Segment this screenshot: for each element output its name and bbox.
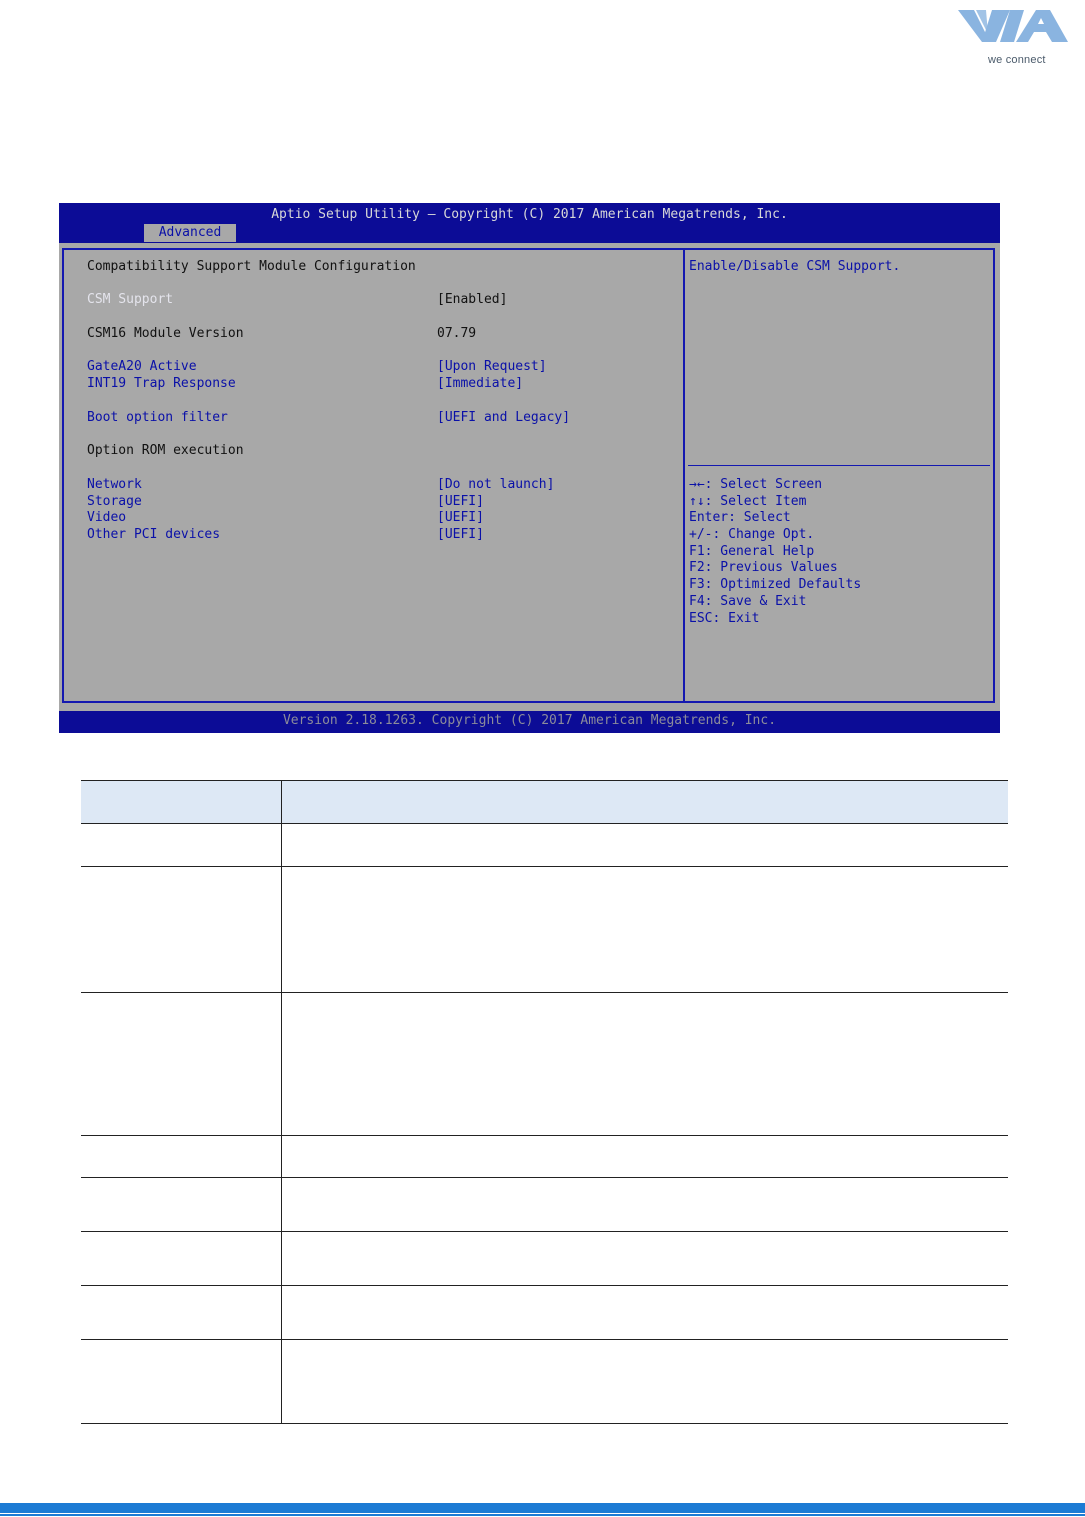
- network-label[interactable]: Network: [87, 477, 142, 492]
- table-row: [81, 867, 1008, 993]
- table-row: [81, 824, 1008, 867]
- bios-help-separator: [688, 465, 990, 466]
- table-row: [81, 1286, 1008, 1340]
- csm16-version-value: 07.79: [437, 326, 477, 341]
- bios-title: Aptio Setup Utility – Copyright (C) 2017 American Megatrends, Inc.: [271, 207, 788, 222]
- help-text: Enable/Disable CSM Support.: [689, 259, 901, 274]
- table-row: [81, 993, 1008, 1136]
- other-pci-label[interactable]: Other PCI devices: [87, 527, 221, 542]
- via-logo-mark: [952, 4, 1072, 56]
- video-label[interactable]: Video: [87, 510, 127, 525]
- key-help-f4: F4: Save & Exit: [689, 594, 807, 609]
- key-help-enter: Enter: Select: [689, 510, 791, 525]
- section-title: Compatibility Support Module Configuration: [87, 259, 416, 274]
- page-footer-bar: [0, 1503, 1085, 1513]
- table-header-row: [81, 781, 1008, 824]
- video-value[interactable]: [UEFI]: [437, 510, 484, 525]
- table-row: [81, 1178, 1008, 1232]
- key-help-select-screen: →←: Select Screen: [689, 477, 823, 492]
- gatea20-value[interactable]: [Upon Request]: [437, 359, 547, 374]
- boot-filter-value[interactable]: [UEFI and Legacy]: [437, 410, 571, 425]
- key-help-esc: ESC: Exit: [689, 611, 760, 626]
- bios-screenshot: [59, 203, 1000, 733]
- logo-tagline: we connect: [988, 54, 1046, 66]
- via-logo: [952, 4, 1072, 66]
- network-value[interactable]: [Do not launch]: [437, 477, 555, 492]
- bios-panel-divider: [683, 248, 685, 703]
- bios-footer: Version 2.18.1263. Copyright (C) 2017 American Megatrends, Inc.: [282, 713, 777, 728]
- int19-label[interactable]: INT19 Trap Response: [87, 376, 236, 391]
- key-help-select-item: ↑↓: Select Item: [689, 494, 807, 509]
- page-footer-line: [0, 1514, 1085, 1516]
- tab-advanced[interactable]: Advanced: [144, 224, 236, 242]
- settings-table: [81, 780, 1008, 1424]
- key-help-change-opt: +/-: Change Opt.: [689, 527, 815, 542]
- storage-value[interactable]: [UEFI]: [437, 494, 484, 509]
- bios-main-frame: [62, 248, 995, 703]
- key-help-f2: F2: Previous Values: [689, 560, 838, 575]
- table-row: [81, 1136, 1008, 1178]
- table-column-divider: [281, 780, 282, 1424]
- key-help-f3: F3: Optimized Defaults: [689, 577, 862, 592]
- csm-support-label[interactable]: CSM Support: [87, 292, 174, 307]
- option-rom-heading: Option ROM execution: [87, 443, 244, 458]
- table-row: [81, 1340, 1008, 1424]
- storage-label[interactable]: Storage: [87, 494, 142, 509]
- csm16-version-label: CSM16 Module Version: [87, 326, 244, 341]
- int19-value[interactable]: [Immediate]: [437, 376, 524, 391]
- csm-support-value[interactable]: [Enabled]: [437, 292, 508, 307]
- boot-filter-label[interactable]: Boot option filter: [87, 410, 228, 425]
- key-help-f1: F1: General Help: [689, 544, 815, 559]
- other-pci-value[interactable]: [UEFI]: [437, 527, 484, 542]
- table-row: [81, 1232, 1008, 1286]
- gatea20-label[interactable]: GateA20 Active: [87, 359, 197, 374]
